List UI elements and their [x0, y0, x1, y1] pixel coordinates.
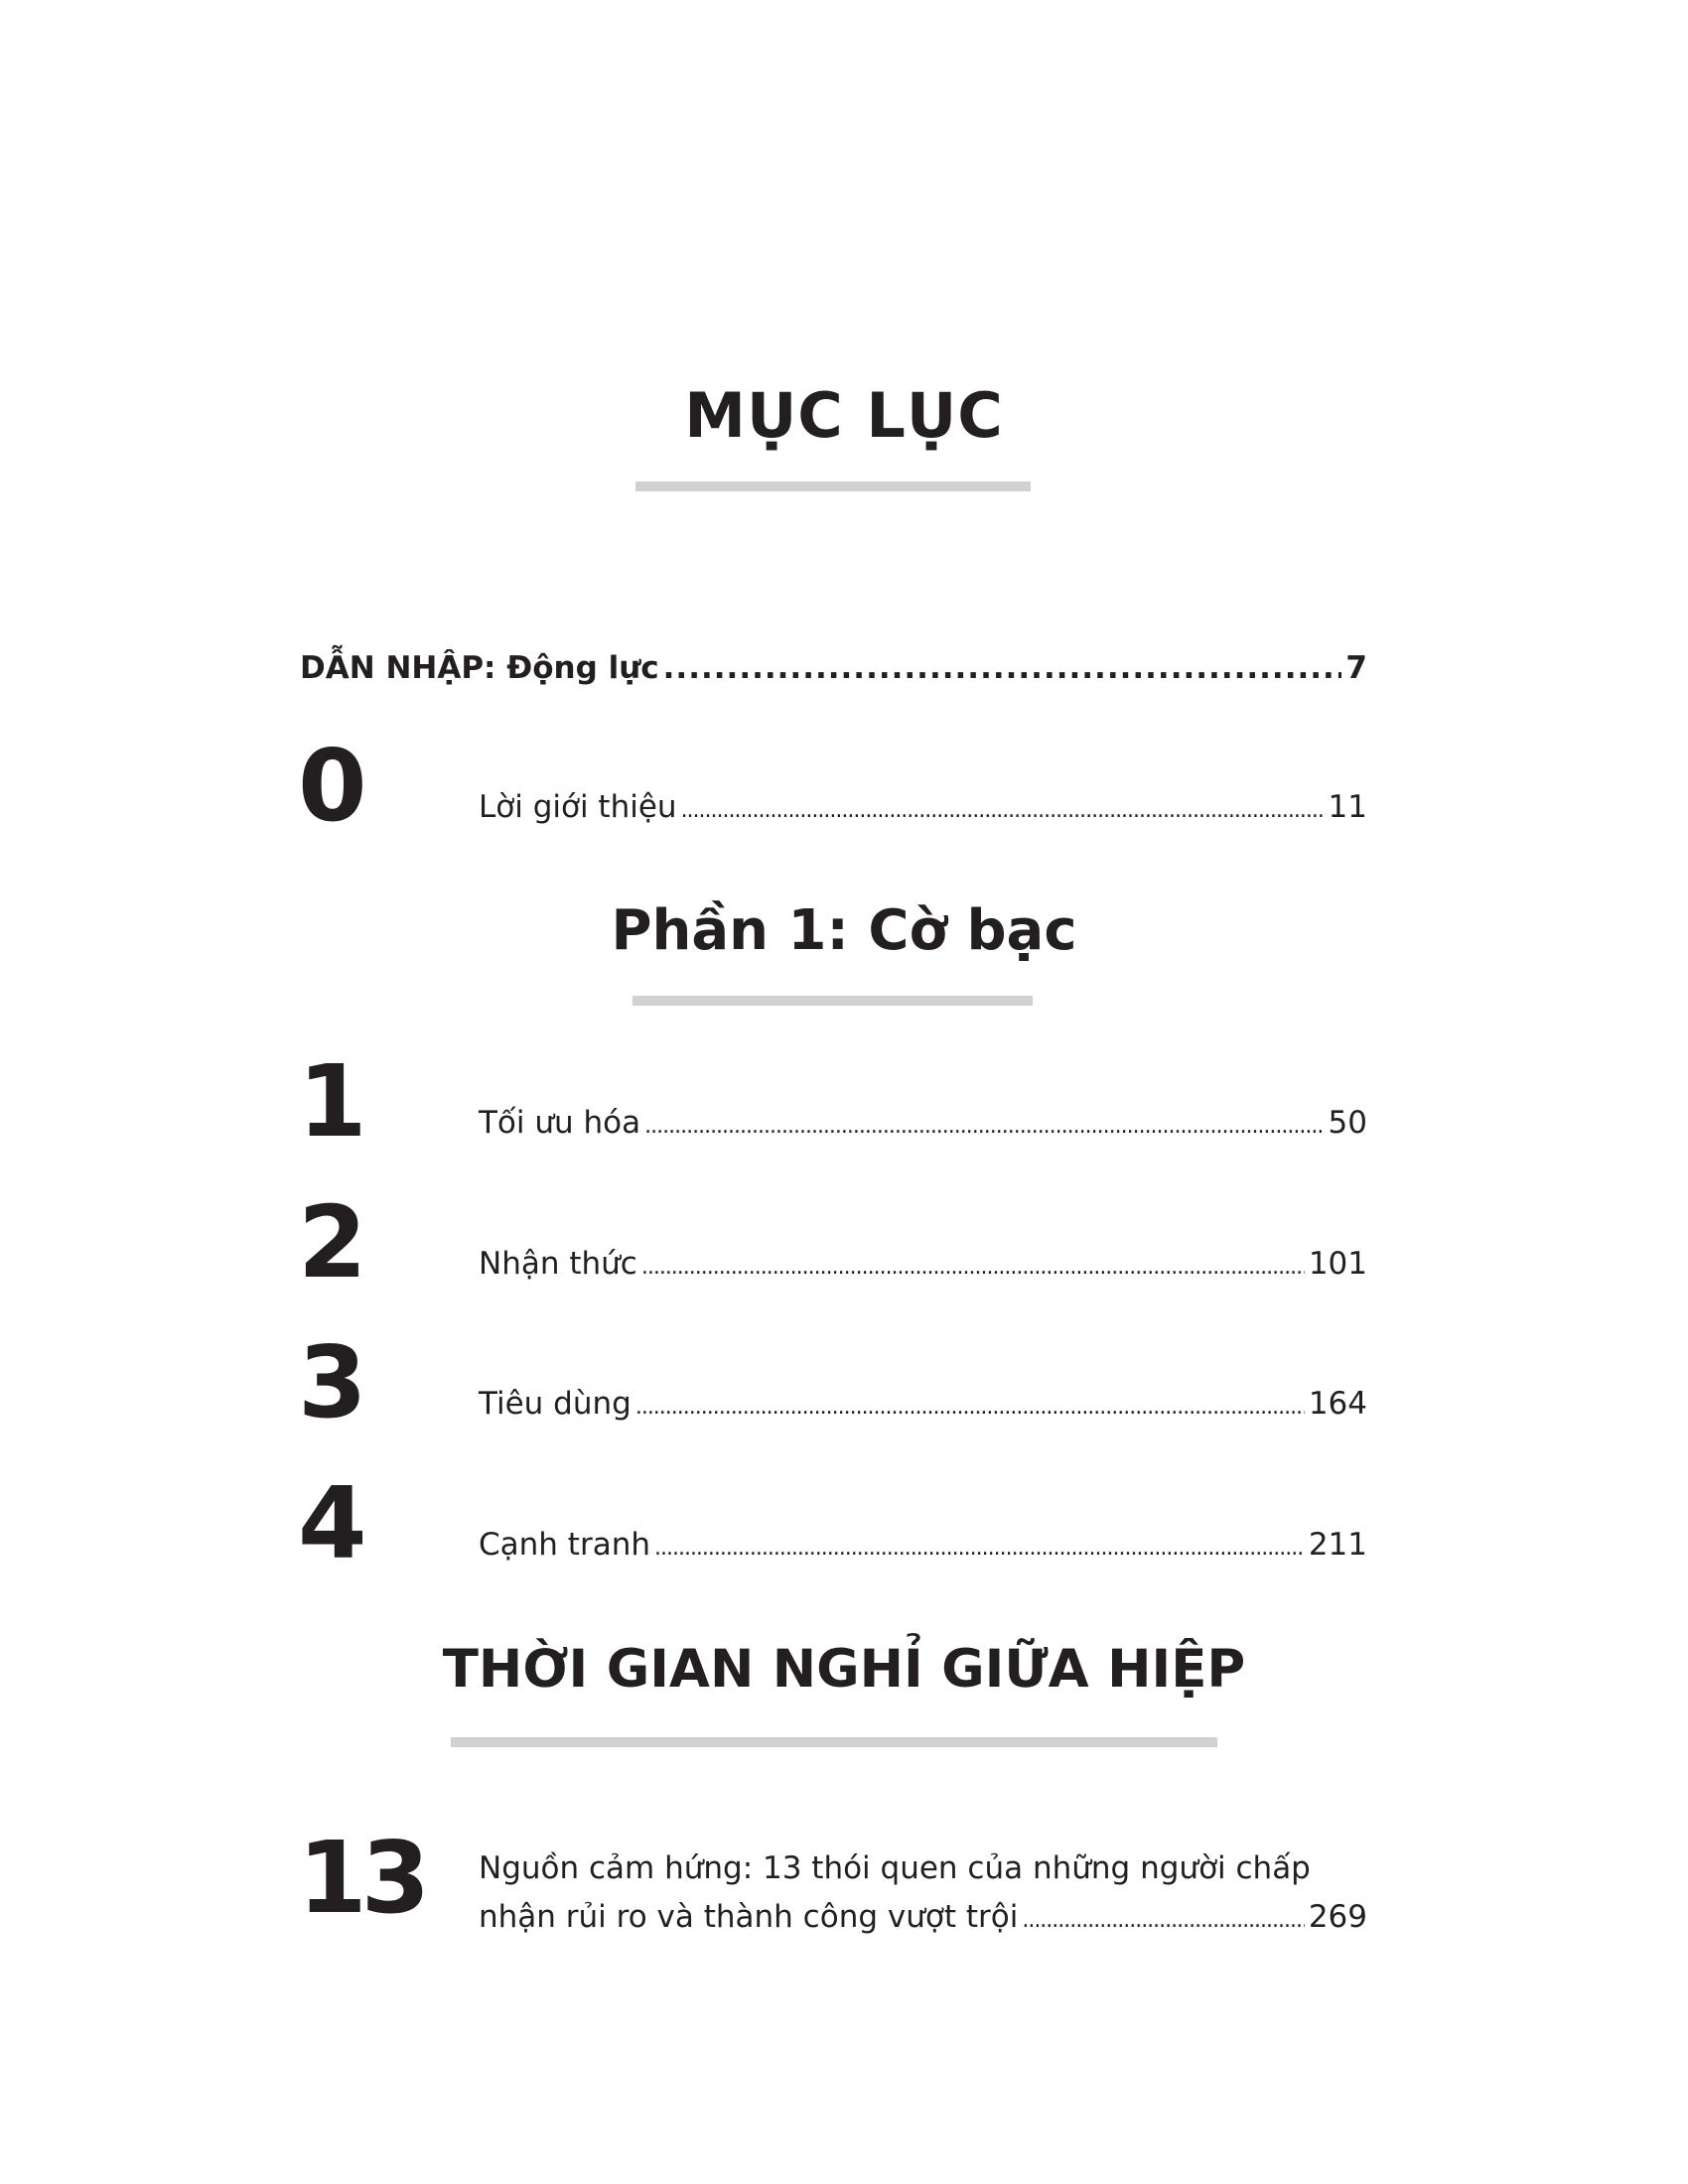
- dot-leader: [641, 1255, 1305, 1280]
- toc-entry-title-line-1: Nguồn cảm hứng: 13 thói quen của những người chấp: [479, 1850, 1311, 1886]
- part-heading: Phần 1: Cờ bạc: [611, 898, 1077, 963]
- chapter-number: 4: [298, 1465, 361, 1581]
- dot-leader: [663, 650, 1342, 686]
- toc-entry-label: DẪN NHẬP: Động lực: [300, 650, 659, 686]
- toc-page-number: 7: [1345, 650, 1367, 686]
- toc-entry[interactable]: [479, 1386, 1367, 1422]
- toc-entry-intro[interactable]: [300, 650, 1367, 686]
- toc-entry[interactable]: [479, 789, 1367, 825]
- toc-page-number: 211: [1308, 1527, 1367, 1563]
- toc-entry[interactable]: [479, 1246, 1367, 1282]
- toc-page-number: 50: [1328, 1105, 1367, 1141]
- part-heading-underline: [633, 996, 1033, 1006]
- chapter-number: 1: [298, 1043, 361, 1160]
- dot-leader: [681, 798, 1325, 823]
- toc-entry[interactable]: [479, 1527, 1367, 1563]
- toc-entry-title: Tối ưu hóa: [479, 1105, 641, 1141]
- chapter-number: 0: [298, 728, 361, 844]
- toc-entry-title-line-2-row: [479, 1893, 1367, 1945]
- toc-entry-title: Tiêu dùng: [479, 1386, 632, 1422]
- toc-page-number: 101: [1308, 1246, 1367, 1282]
- dot-leader: [635, 1395, 1305, 1420]
- page-title-underline: [635, 481, 1031, 491]
- chapter-number: 3: [298, 1324, 361, 1440]
- toc-entry-title: Cạnh tranh: [479, 1527, 650, 1563]
- dot-leader: [654, 1536, 1305, 1561]
- dot-leader: [1022, 1896, 1305, 1945]
- chapter-number: 2: [298, 1184, 361, 1300]
- chapter-number: 13: [298, 1820, 425, 1936]
- dot-leader: [644, 1114, 1324, 1139]
- page-title: MỤC LỤC: [684, 379, 1004, 452]
- toc-entry[interactable]: [479, 1105, 1367, 1141]
- toc-entry-title: Lời giới thiệu: [479, 789, 677, 825]
- section-heading: THỜI GIAN NGHỈ GIỮA HIỆP: [442, 1639, 1246, 1700]
- section-heading-underline: [451, 1737, 1217, 1747]
- toc-entry-multiline[interactable]: [479, 1844, 1367, 1945]
- toc-page-number: 11: [1328, 789, 1367, 825]
- toc-page-number: 269: [1308, 1899, 1367, 1935]
- toc-entry-title-line-2: nhận rủi ro và thành công vượt trội: [479, 1899, 1019, 1935]
- toc-page-number: 164: [1308, 1386, 1367, 1422]
- toc-entry-title: Nhận thức: [479, 1246, 637, 1282]
